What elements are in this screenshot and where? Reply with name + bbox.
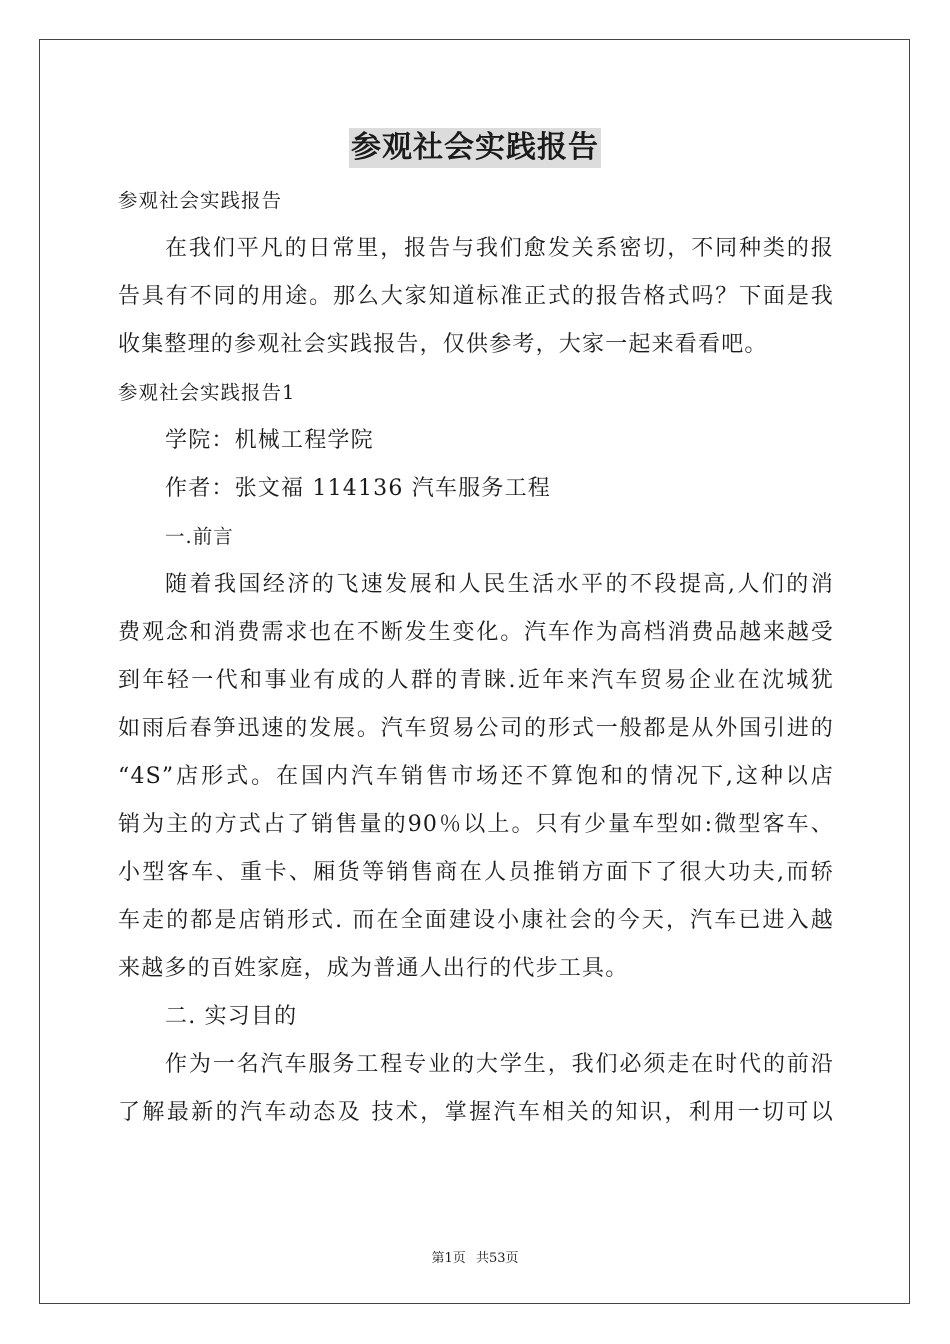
subtitle-line: 参观社会实践报告 [118,189,283,212]
paragraph-line: 费观念和消费需求也在不断发生变化。汽车作为高档消费品越来越受 [118,620,834,645]
paragraph-line: 如雨后春笋迅速的发展。汽车贸易公司的形式一般都是从外国引进的 [118,716,834,741]
paragraph-line: “4S”店形式。在国内汽车销售市场还不算饱和的情况下,这种以店 [118,764,834,789]
document-title: 参观社会实践报告 [349,128,601,168]
paragraph-line: 随着我国经济的飞速发展和人民生活水平的不段提高,人们的消 [165,572,834,597]
info-line-college: 学院：机械工程学院 [165,428,374,453]
paragraph-line: 在我们平凡的日常里，报告与我们愈发关系密切，不同种类的报 [165,236,834,261]
info-line-author: 作者：张文福 114136 汽车服务工程 [165,476,551,501]
title-container [0,128,950,168]
paragraph-line: 作为一名汽车服务工程专业的大学生，我们必须走在时代的前沿 [165,1052,834,1077]
paragraph-line: 收集整理的参观社会实践报告，仅供参考，大家一起来看看吧。 [118,332,768,357]
paragraph-line: 车走的都是店销形式. 而在全面建设小康社会的今天，汽车已进入越 [118,908,834,933]
paragraph-line: 来越多的百姓家庭，成为普通人出行的代步工具。 [118,956,629,981]
section-heading: 参观社会实践报告1 [118,381,296,404]
section-heading-purpose: 二. 实习目的 [165,1004,298,1029]
page-footer [0,1247,950,1266]
paragraph-line: 到年轻一代和事业有成的人群的青睐.近年来汽车贸易企业在沈城犹 [118,668,834,693]
document-body [118,177,834,1137]
paragraph-line: 了解最新的汽车动态及 技术，掌握汽车相关的知识，利用一切可以 [118,1100,834,1125]
paragraph-line: 告具有不同的用途。那么大家知道标准正式的报告格式吗？下面是我 [118,284,834,309]
paragraph-line: 销为主的方式占了销售量的90％以上。只有少量车型如:微型客车、 [118,812,834,837]
section-heading-preface: 一.前言 [165,525,234,548]
page-number: 第1页 [431,1251,466,1266]
total-pages: 共53页 [475,1251,519,1266]
paragraph-line: 小型客车、重卡、厢货等销售商在人员推销方面下了很大功夫,而轿 [118,860,834,885]
